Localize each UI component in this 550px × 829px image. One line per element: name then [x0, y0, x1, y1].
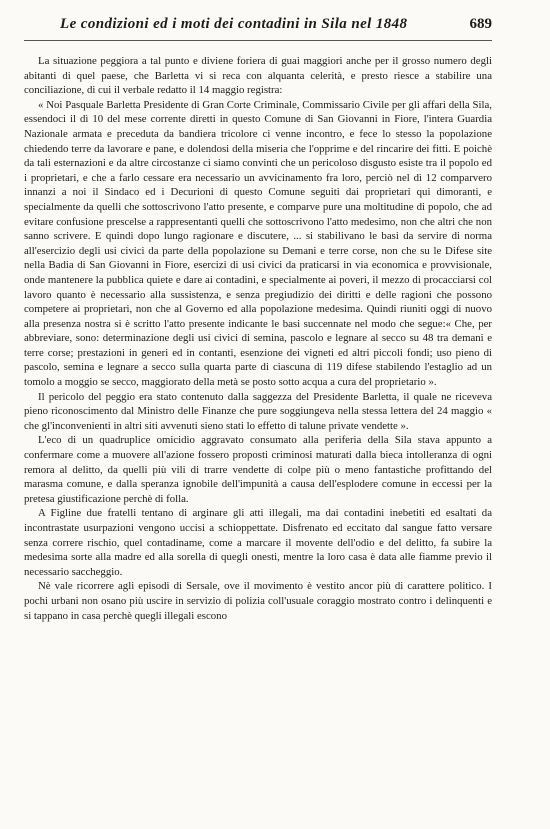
paragraph-barletta: Il pericolo del peggio era stato contenuto dalla saggezza del Presidente Barletta, il quale ne riceveva pieno riconoscimento dal Ministro delle Finanze che pure soggiungeva nella stessa lettera del 24 maggio « che gl'inconvenienti in altri siti avvenuti sieno stati lo effetto di talune private vendette ». [24, 390, 492, 432]
body-text [24, 54, 492, 623]
paragraph-omicidio: L'eco di un quadruplice omicidio aggravato consumato alla periferia della Sila stava appunto a confermare come a muovere all'azione fossero proposti criminosi maturati dalla bieca intolleranza di ogni remora al delitto, da quelli più vili di trarre vendette di colpe più o meno fantastiche profittando del marasma comune, e dalla speranza ignobile dell'impunità a causa dell'esplodere comune in eccessi per la pretesa giustificazione perchè di folla. [24, 434, 492, 505]
paragraph-sersale: Nè vale ricorrere agli episodi di Sersale, ove il movimento è vestito ancor più di carattere politico. I pochi urbani non osano più uscire in servizio di polizia coll'usuale coraggio mostrato contro i delinquenti e si tappano in casa perchè quegli illegali escono [24, 580, 492, 622]
running-title: Le condizioni ed i moti dei contadini in Sila nel 1848 [60, 16, 408, 32]
paragraph-verbale-quote: « Noi Pasquale Barletta Presidente di Gran Corte Criminale, Commissario Civile per gli affari della Sila, essendoci il dì 10 del mese corrente diretti in questo Comune di San Giovanni in Fiore, l'intera Guardia Nazionale armata e preceduta da bandiera tricolore ci venne incontro, e fece lo stesso la popolazione chiedendo terre da lavorare e pane, e dolendosi della miseria che l'opprime e del rincarire dei fitti. E poichè da tali esternazioni e da altre circostanze ci siamo convinti che un pericoloso disgusto esiste tra il popolo ed i proprietari, e che a farlo cessare era necessario un avvicinamento fra loro, perciò nel dì 12 comparvero innanzi a noi il Sindaco ed i Decurioni di questo Comune seguiti dai proprietari qui dimoranti, e specialmente da quelli che sottoscrivono l'atto presente, e comparve pure una moltitudine di popolo, che ad evitare confusione prescelse a rappresentanti quelli che sottoscrivono l'atto medesimo, non che altri che non sanno scrivere. E quindi dopo lungo ragionare e discutere, ... si stabilivano le basi da servire di norma all'esercizio degli usi civici da parte della popolazione su Demani e terre corse, non che su le Difese site nella Badia di San Giovanni in Fiore, esercizi di usi civici da praticarsi in via economica e provvisionale, onde mantenere la pubblica quiete e dare ai contadini, e specialmente ai poveri, il mezzo di procacciarsi col lavoro quanto è necessario alla sussistenza, e senza pregiudizio dei diritti e delle ragioni che possono competere ai proprietari, non che al Governo ed alla popolazione medesima. Quindi riuniti oggi di nuovo alla presenza nostra si è scritto l'atto presente indicante le basi succennate nel modo che segue:« Che, per abbreviare, sono: determinazione degli usi civici di semina, pascolo e legnare al secco su 48 tra demani e terre corse; prestazioni in generi ed in contanti, esenzione dei vigneti ed altri piccoli fondi; uso pieno di pascolo, semina e legnare a secco sulla quarta parte di ciascuna di 119 difese stabilendo l'estaglio ad un tomolo a moggio se secco, maggiorato della metà se posto sotto acqua a cura del proprietario ». [24, 98, 492, 389]
paragraph-intro: La situazione peggiora a tal punto e diviene foriera di guai maggiori anche per il grosso numero degli abitanti di quel paese, che Barletta vi si reca con alquanta celerità, e presto riesce a stabilire una conciliazione, di cui il verbale redatto il 14 maggio registra: [24, 55, 492, 97]
page-number: 689 [469, 16, 492, 32]
paragraph-figline: A Figline due fratelli tentano di arginare gli atti illegali, ma dai contadini inebetiti ed esaltati da incontrastate usurpazioni vengono uccisi a schioppettate. Disfrenato ed eccitato dal sangue fatto versare senza correre rischio, quel contadiname, come a marcare il movente dell'odio e del delitto, fa subire la medesima sorte alla madre ed alla sorella di quegli onesti, mentre la loro casa è data alle fiamme previo il necessario saccheggio. [24, 507, 492, 578]
page-header [24, 14, 492, 41]
